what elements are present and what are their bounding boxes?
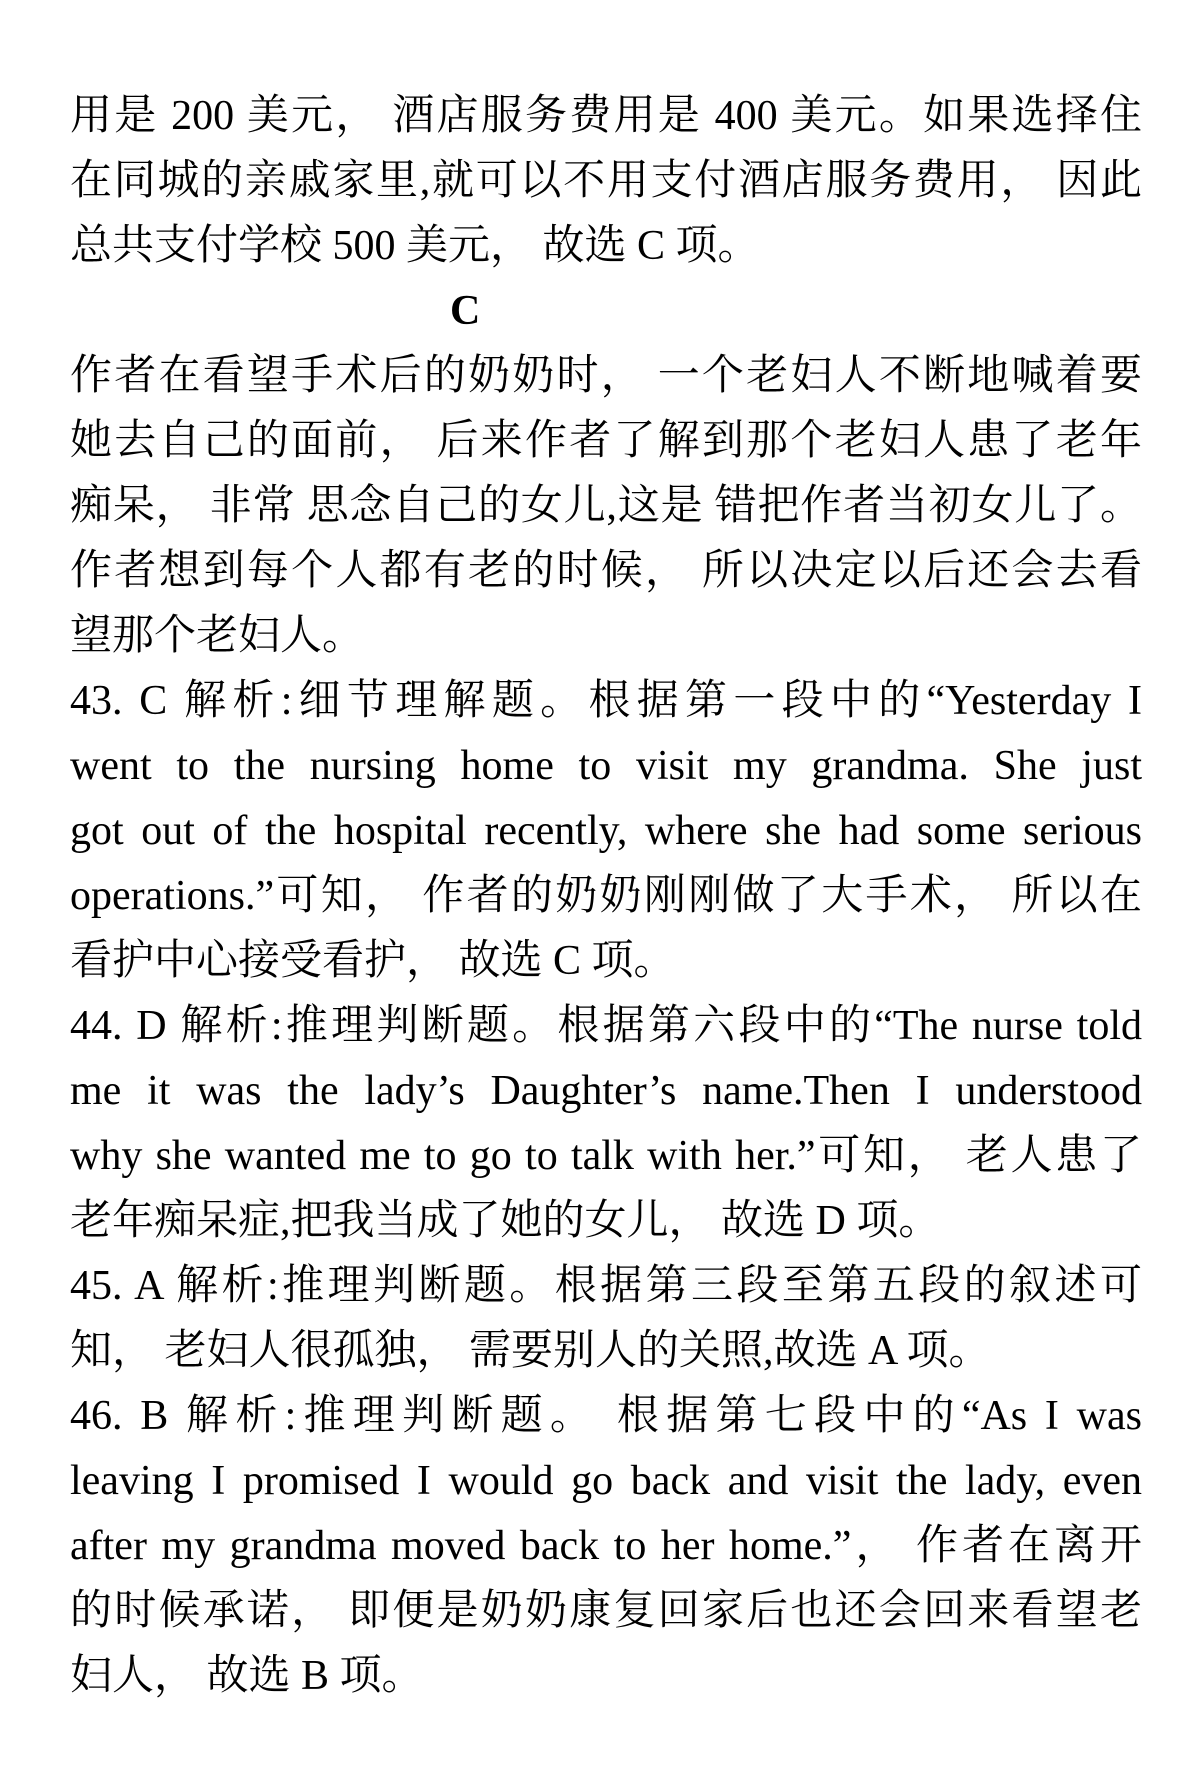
text-line: 43. C 解析:细节理解题。根据第一段中的“Yesterday I	[70, 678, 1142, 724]
text-line: 望那个老妇人。	[70, 613, 365, 659]
text-line: 妇人， 故选 B 项。	[70, 1653, 424, 1699]
text-line: 44. D 解析:推理判断题。根据第六段中的“The nurse told	[70, 1003, 1142, 1049]
text-line: leaving I promised I would go back and visit the lady, even	[70, 1458, 1142, 1504]
text-line: 她去自己的面前， 后来作者了解到那个老妇人患了老年	[70, 418, 1142, 464]
text-line: 看护中心接受看护， 故选 C 项。	[70, 938, 676, 984]
text-line: after my grandma moved back to her home.”， 作者在离开	[70, 1523, 1142, 1569]
text-line: went to the nursing home to visit my grandma. She just	[70, 743, 1142, 789]
text-line: why she wanted me to go to talk with her.”可知， 老人患了	[70, 1133, 1142, 1179]
text-line: 老年痴呆症,把我当成了她的女儿， 故选 D 项。	[70, 1198, 941, 1244]
section-heading: C	[450, 288, 481, 334]
text-line: got out of the hospital recently, where she had some serious	[70, 808, 1142, 854]
text-line: operations.”可知， 作者的奶奶刚刚做了大手术， 所以在	[70, 873, 1142, 919]
text-line: 知， 老妇人很孤独， 需要别人的关照,故选 A 项。	[70, 1328, 991, 1374]
text-line: 痴呆， 非常 思念自己的女儿,这是 错把作者当初女儿了。	[70, 483, 1142, 529]
text-line: 用是 200 美元， 酒店服务费用是 400 美元。如果选择住	[70, 93, 1142, 139]
text-line: me it was the lady’s Daughter’s name.Then I understood	[70, 1068, 1142, 1114]
text-line: 作者想到每个人都有老的时候， 所以决定以后还会去看	[70, 548, 1142, 594]
text-line: 在同城的亲戚家里,就可以不用支付酒店服务费用， 因此	[70, 158, 1142, 204]
text-line: 总共支付学校 500 美元， 故选 C 项。	[70, 223, 760, 269]
text-line: 作者在看望手术后的奶奶时， 一个老妇人不断地喊着要	[70, 353, 1142, 399]
text-line: 的时候承诺， 即便是奶奶康复回家后也还会回来看望老	[70, 1588, 1142, 1634]
text-line: 45. A 解析:推理判断题。根据第三段至第五段的叙述可	[70, 1263, 1142, 1309]
text-line: 46. B 解析:推理判断题。 根据第七段中的“As I was	[70, 1393, 1142, 1439]
